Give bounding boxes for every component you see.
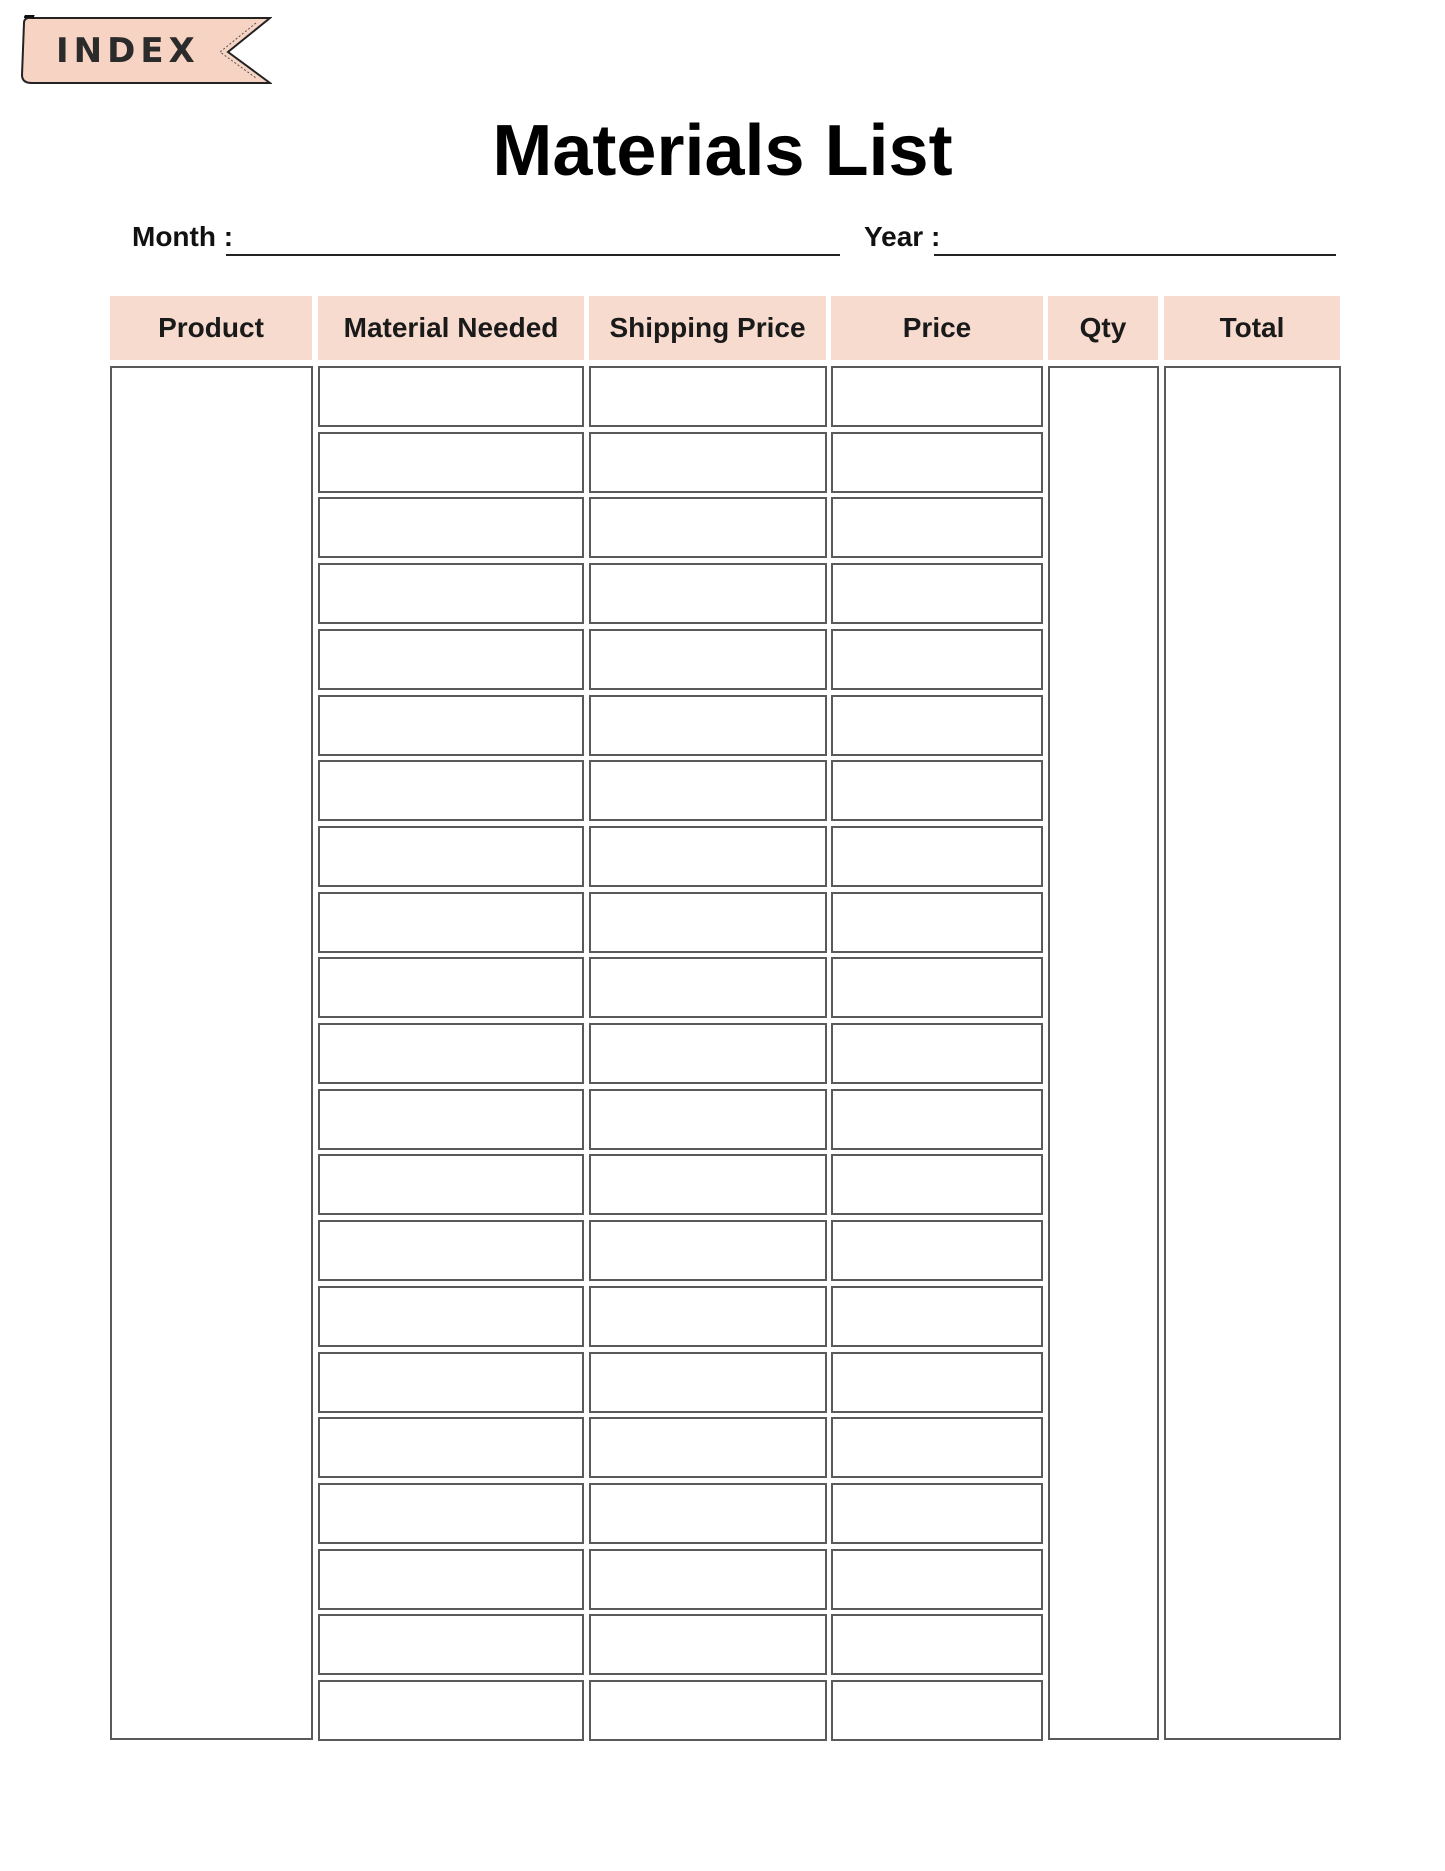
shipping-price-cell[interactable] bbox=[589, 497, 827, 558]
material-needed-cell[interactable] bbox=[318, 695, 584, 756]
price-cell[interactable] bbox=[831, 366, 1043, 427]
month-field[interactable] bbox=[226, 254, 840, 256]
month-label: Month : bbox=[132, 221, 234, 252]
shipping-price-cell[interactable] bbox=[589, 1023, 827, 1084]
price-cell[interactable] bbox=[831, 1023, 1043, 1084]
price-cell[interactable] bbox=[831, 1680, 1043, 1741]
price-cell[interactable] bbox=[831, 1352, 1043, 1413]
shipping-price-cell[interactable] bbox=[589, 760, 827, 821]
material-needed-cell[interactable] bbox=[318, 1352, 584, 1413]
price-cell[interactable] bbox=[831, 1549, 1043, 1610]
price-cell[interactable] bbox=[831, 695, 1043, 756]
shipping-price-cell[interactable] bbox=[589, 1417, 827, 1478]
header-shipping-price bbox=[589, 296, 826, 360]
shipping-price-cell[interactable] bbox=[589, 432, 827, 493]
shipping-price-cell[interactable] bbox=[589, 629, 827, 690]
shipping-price-cell[interactable] bbox=[589, 1483, 827, 1544]
page-title: Materials List bbox=[492, 111, 953, 191]
price-cell[interactable] bbox=[831, 497, 1043, 558]
price-cell[interactable] bbox=[831, 892, 1043, 953]
shipping-price-cell[interactable] bbox=[589, 1614, 827, 1675]
index-label: INDEX bbox=[56, 31, 200, 71]
year-label: Year : bbox=[864, 221, 941, 252]
material-needed-cell[interactable] bbox=[318, 892, 584, 953]
shipping-price-cell[interactable] bbox=[589, 892, 827, 953]
shipping-price-cell[interactable] bbox=[589, 957, 827, 1018]
price-cell[interactable] bbox=[831, 1154, 1043, 1215]
header-shipping-price-label: Shipping Price bbox=[609, 312, 806, 343]
header-product-label: Product bbox=[158, 312, 264, 343]
year-field[interactable] bbox=[934, 254, 1336, 256]
shipping-price-cell[interactable] bbox=[589, 695, 827, 756]
shipping-price-cell[interactable] bbox=[589, 1220, 827, 1281]
material-needed-cell[interactable] bbox=[318, 1483, 584, 1544]
shipping-price-cell[interactable] bbox=[589, 826, 827, 887]
header-price-label: Price bbox=[902, 312, 972, 343]
price-cell[interactable] bbox=[831, 1089, 1043, 1150]
price-cell[interactable] bbox=[831, 1614, 1043, 1675]
shipping-price-cell[interactable] bbox=[589, 1549, 827, 1610]
material-needed-cell[interactable] bbox=[318, 366, 584, 427]
header-material-needed-label: Material Needed bbox=[343, 312, 559, 343]
header-total-label: Total bbox=[1219, 312, 1285, 343]
material-needed-cell[interactable] bbox=[318, 1154, 584, 1215]
price-cell[interactable] bbox=[831, 1286, 1043, 1347]
shipping-price-cell[interactable] bbox=[589, 1089, 827, 1150]
header-product bbox=[110, 296, 312, 360]
material-needed-cell[interactable] bbox=[318, 1417, 584, 1478]
price-cell[interactable] bbox=[831, 826, 1043, 887]
material-needed-cell[interactable] bbox=[318, 1680, 584, 1741]
header-qty-label: Qty bbox=[1079, 312, 1127, 343]
product-column[interactable] bbox=[110, 366, 313, 1740]
material-needed-cell[interactable] bbox=[318, 1089, 584, 1150]
price-cell[interactable] bbox=[831, 1483, 1043, 1544]
price-cell[interactable] bbox=[831, 1417, 1043, 1478]
material-needed-cell[interactable] bbox=[318, 957, 584, 1018]
shipping-price-cell[interactable] bbox=[589, 366, 827, 427]
shipping-price-cell[interactable] bbox=[589, 1286, 827, 1347]
shipping-price-cell[interactable] bbox=[589, 1154, 827, 1215]
header-price bbox=[831, 296, 1043, 360]
price-cell[interactable] bbox=[831, 563, 1043, 624]
header-material-needed bbox=[318, 296, 584, 360]
material-needed-cell[interactable] bbox=[318, 1549, 584, 1610]
material-needed-cell[interactable] bbox=[318, 1220, 584, 1281]
price-cell[interactable] bbox=[831, 1220, 1043, 1281]
qty-column[interactable] bbox=[1048, 366, 1159, 1740]
material-needed-cell[interactable] bbox=[318, 1023, 584, 1084]
material-needed-cell[interactable] bbox=[318, 826, 584, 887]
total-column[interactable] bbox=[1164, 366, 1341, 1740]
material-needed-cell[interactable] bbox=[318, 563, 584, 624]
shipping-price-cell[interactable] bbox=[589, 1352, 827, 1413]
price-cell[interactable] bbox=[831, 432, 1043, 493]
price-cell[interactable] bbox=[831, 957, 1043, 1018]
index-tab[interactable] bbox=[20, 15, 272, 87]
material-needed-cell[interactable] bbox=[318, 760, 584, 821]
shipping-price-cell[interactable] bbox=[589, 563, 827, 624]
material-needed-cell[interactable] bbox=[318, 497, 584, 558]
shipping-price-cell[interactable] bbox=[589, 1680, 827, 1741]
price-cell[interactable] bbox=[831, 760, 1043, 821]
material-needed-cell[interactable] bbox=[318, 432, 584, 493]
material-needed-cell[interactable] bbox=[318, 1614, 584, 1675]
header-total bbox=[1164, 296, 1340, 360]
price-cell[interactable] bbox=[831, 629, 1043, 690]
header-qty bbox=[1048, 296, 1158, 360]
material-needed-cell[interactable] bbox=[318, 1286, 584, 1347]
material-needed-cell[interactable] bbox=[318, 629, 584, 690]
